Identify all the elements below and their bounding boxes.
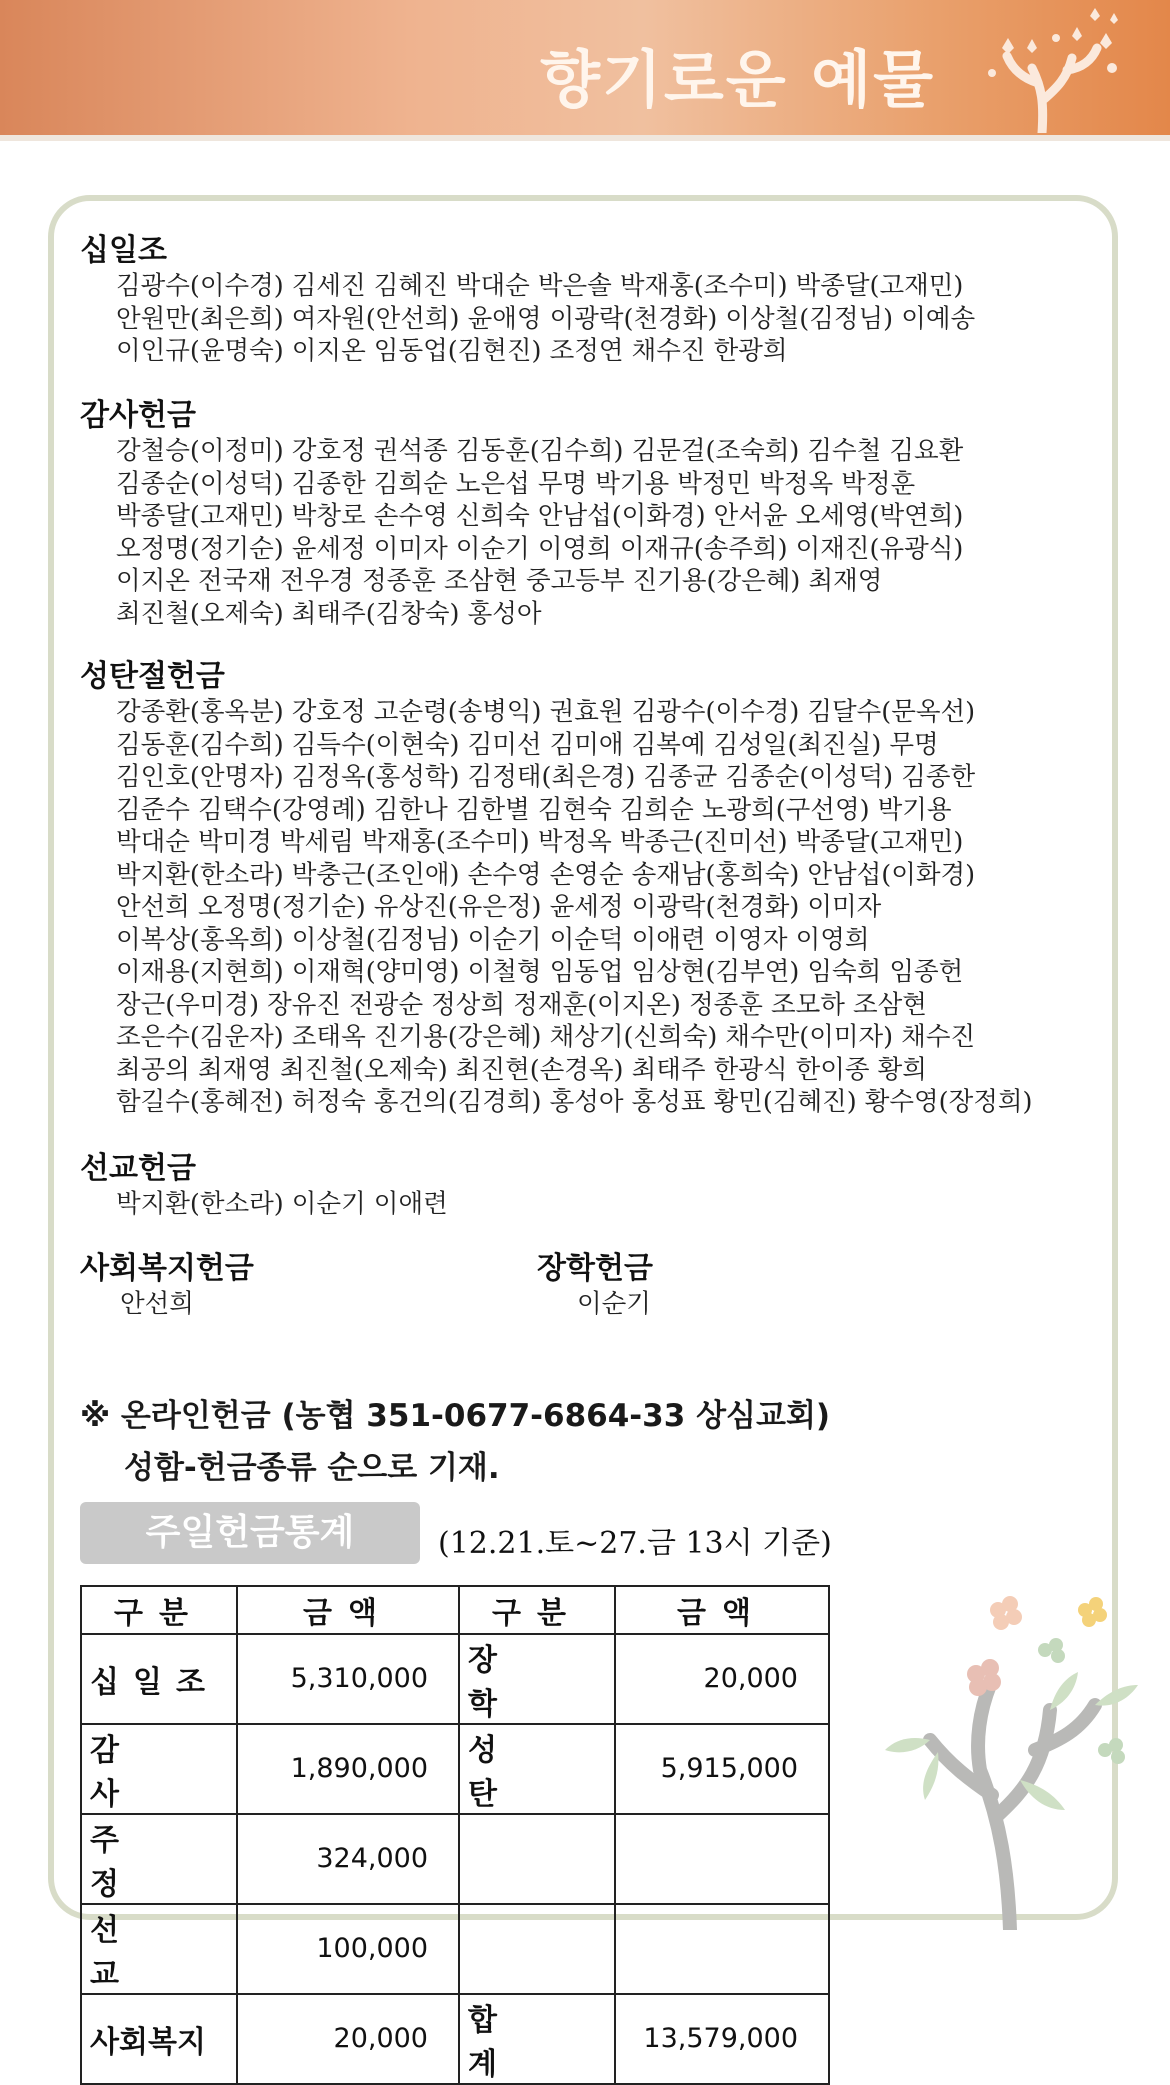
table-header-row (81, 1586, 829, 1634)
name-line: 박지환(한소라) 이순기 이애련 (116, 1189, 448, 1219)
name-line: 김인호(안명자) 김정옥(홍성학) 김정태(최은경) 김종균 김종순(이성덕) 김종한 (116, 762, 976, 792)
name-line: 김종순(이성덕) 김종한 김희순 노은섭 무명 박기용 박정민 박정옥 박정훈 (116, 468, 916, 499)
category-cell (459, 1904, 615, 1994)
amount-cell (615, 1814, 829, 1904)
column-header: 구분 (459, 1586, 615, 1634)
header-tree-icon (972, 8, 1132, 133)
name-line: 이인규(윤명숙) 이지온 임동업(김현진) 조정연 채수진 한광희 (116, 336, 788, 366)
category-label: 성탄 (468, 1732, 555, 1812)
category-cell (81, 1814, 237, 1904)
section-welfare (80, 1250, 254, 1321)
notice-line-2: 성함-헌금종류 순으로 기재. (124, 1450, 500, 1486)
name-line: 강철승(이정미) 강호정 권석종 김동훈(김수희) 김문걸(조숙희) 김수철 김요환 (116, 436, 964, 466)
category-label: 장학 (468, 1642, 555, 1722)
section-mission (80, 1150, 448, 1221)
online-offering-notice (80, 1390, 830, 1494)
section-title: 십일조 (80, 233, 167, 268)
name-line: 장근(우미경) 장유진 전광순 정상희 정재훈(이지온) 정종훈 조모하 조삼현 (116, 989, 927, 1020)
section-names (537, 1288, 653, 1321)
name-line: 김광수(이수경) 김세진 김혜진 박대순 박은솔 박재홍(조수미) 박종달(고재민) (116, 271, 964, 301)
name-line: 이순기 (577, 1289, 651, 1319)
name-line: 최공의 최재영 최진철(오제숙) 최진현(손경옥) 최태주 한광식 한이종 황희 (116, 1054, 927, 1085)
category-label: 선교 (90, 1912, 177, 1992)
name-line: 김준수 김택수(강영례) 김한나 김한별 김현숙 김희순 노광희(구선영) 박기용 (116, 794, 952, 825)
name-line: 최진철(오제숙) 최태주(김창숙) 홍성아 (116, 598, 542, 629)
amount-cell: 20,000 (615, 1634, 829, 1724)
name-line: 이지온 전국재 전우경 정종훈 조삼현 중고등부 진기용(강은혜) 최재영 (116, 566, 883, 596)
category-cell (81, 1904, 237, 1994)
name-line: 이재용(지현희) 이재혁(양미영) 이철형 임동업 임상현(김부연) 임숙희 임종헌 (116, 957, 964, 987)
name-line: 함길수(홍혜전) 허정숙 홍건의(김경희) 홍성아 홍성표 황민(김혜진) 황수영(장정희) (116, 1087, 1033, 1117)
category-label: 감사 (90, 1732, 177, 1812)
corner-tree-icon (880, 1590, 1140, 1930)
table-row (81, 1814, 829, 1904)
section-thanks (80, 397, 963, 630)
section-names (80, 270, 975, 368)
column-header: 금액 (615, 1586, 829, 1634)
name-line: 김동훈(김수희) 김득수(이현숙) 김미선 김미애 김복예 김성일(최진실) 무명 (116, 729, 939, 760)
section-title: 선교헌금 (80, 1151, 196, 1186)
category-cell (459, 1994, 615, 2084)
amount-cell: 5,915,000 (615, 1724, 829, 1814)
section-scholarship (537, 1250, 653, 1321)
name-line: 안선희 오정명(정기순) 유상진(유은정) 윤세정 이광락(천경화) 이미자 (116, 892, 882, 922)
page-header (0, 0, 1170, 141)
amount-cell: 324,000 (237, 1814, 459, 1904)
name-line: 조은수(김운자) 조태옥 진기용(강은혜) 채상기(신희숙) 채수만(이미자) 채수진 (116, 1022, 976, 1052)
section-names (80, 696, 1032, 1119)
section-christmas (80, 658, 1032, 1119)
table-row (81, 1724, 829, 1814)
amount-cell: 5,310,000 (237, 1634, 459, 1724)
category-label: 주정 (90, 1822, 177, 1902)
category-cell (459, 1634, 615, 1724)
amount-cell: 20,000 (237, 1994, 459, 2084)
amount-cell: 1,890,000 (237, 1724, 459, 1814)
category-cell (459, 1814, 615, 1904)
section-names (80, 1188, 448, 1221)
stats-tab-label: 주일헌금통계 (80, 1502, 420, 1564)
table-row (81, 1904, 829, 1994)
amount-cell: 100,000 (237, 1904, 459, 1994)
stats-period: (12.21.토~27.금 13시 기준) (438, 1526, 832, 1561)
offering-stats-table (80, 1585, 830, 2085)
column-header: 금액 (237, 1586, 459, 1634)
name-line: 강종환(홍옥분) 강호정 고순령(송병익) 권효원 김광수(이수경) 김달수(문옥선) (116, 697, 976, 727)
name-line: 박종달(고재민) 박창로 손수영 신희숙 안남섭(이화경) 안서윤 오세영(박연희) (116, 501, 964, 531)
amount-cell: 13,579,000 (615, 1994, 829, 2084)
name-line: 박지환(한소라) 박충근(조인애) 손수영 손영순 송재남(홍희숙) 안남섭(이화경) (116, 859, 976, 890)
notice-line-1: ※ 온라인헌금 (농협 351-0677-6864-33 상심교회) (80, 1398, 831, 1434)
category-cell (81, 1634, 237, 1724)
name-line: 안원만(최은희) 여자원(안선희) 윤애영 이광락(천경화) 이상철(김정님) 이예송 (116, 303, 976, 334)
section-tithe (80, 232, 975, 368)
name-line: 박대순 박미경 박세림 박재홍(조수미) 박정옥 박종근(진미선) 박종달(고재민) (116, 827, 964, 857)
section-title: 성탄절헌금 (80, 659, 225, 694)
page-title: 향기로운 예물 (540, 43, 935, 116)
category-label: 사회복지 (90, 2024, 206, 2060)
column-header: 구분 (81, 1586, 237, 1634)
section-title: 장학헌금 (537, 1251, 653, 1286)
category-cell (81, 1724, 237, 1814)
name-line: 오정명(정기순) 윤세정 이미자 이순기 이영희 이재규(송주희) 이재진(유광식) (116, 533, 964, 564)
amount-cell (615, 1904, 829, 1994)
section-names (80, 1288, 254, 1321)
section-names (80, 435, 963, 630)
category-cell (459, 1724, 615, 1814)
category-label: 십일조 (90, 1664, 219, 1700)
section-title: 감사헌금 (80, 398, 196, 433)
category-cell (81, 1994, 237, 2084)
table-row (81, 1994, 829, 2084)
name-line: 안선희 (120, 1289, 194, 1319)
category-label: 합계 (468, 2002, 555, 2082)
name-line: 이복상(홍옥희) 이상철(김정님) 이순기 이순덕 이애련 이영자 이영희 (116, 924, 870, 955)
table-row (81, 1634, 829, 1724)
section-title: 사회복지헌금 (80, 1251, 254, 1286)
